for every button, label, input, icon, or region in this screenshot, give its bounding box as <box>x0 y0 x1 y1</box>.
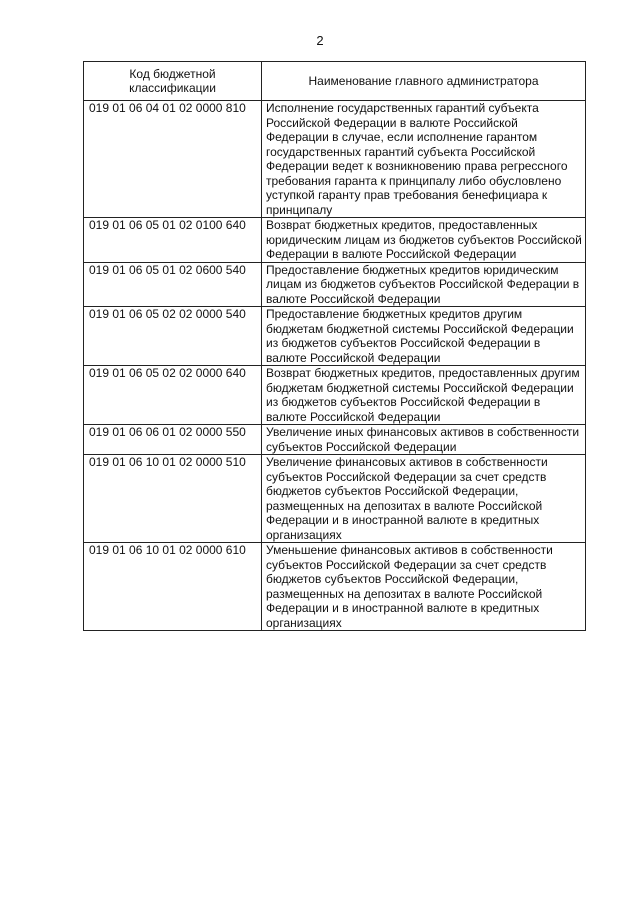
page-number: 2 <box>316 33 324 48</box>
administrator-name-cell: Увеличение иных финансовых активов в собственности субъектов Российской Федерации <box>262 425 586 455</box>
administrator-name-cell: Предоставление бюджетных кредитов другим бюджетам бюджетной системы Российской Федерации из бюджетов субъектов Российской Федерации в валюте Российской Федерации <box>262 307 586 366</box>
budget-code-cell: 019 01 06 05 02 02 0000 540 <box>84 307 262 366</box>
table-body <box>84 101 586 631</box>
column-header-code: Код бюджетной классификации <box>84 62 262 101</box>
table-row <box>84 455 586 543</box>
table-row <box>84 307 586 366</box>
administrator-name-cell: Уменьшение финансовых активов в собственности субъектов Российской Федерации за счет средств бюджетов субъектов Российской Федерации, размещенных на депозитах в валюте Российской Федерации и в иностранной валюте в кредитных организациях <box>262 543 586 631</box>
administrator-name-cell: Исполнение государственных гарантий субъекта Российской Федерации в валюте Российской Федерации в случае, если исполнение гарантом государственных гарантий субъекта Российской Федерации ведет к возникновению права регрессного требования гаранта к принципалу либо обусловлено уступкой гаранту прав требования бенефициара к принципалу <box>262 101 586 218</box>
table-header-row <box>84 62 586 101</box>
table-row <box>84 101 586 218</box>
budget-code-cell: 019 01 06 05 01 02 0100 640 <box>84 218 262 263</box>
table-row <box>84 425 586 455</box>
table-row <box>84 543 586 631</box>
table-header <box>84 62 586 101</box>
budget-code-cell: 019 01 06 04 01 02 0000 810 <box>84 101 262 218</box>
budget-classification-table <box>83 61 586 631</box>
budget-code-cell: 019 01 06 05 02 02 0000 640 <box>84 366 262 425</box>
budget-code-cell: 019 01 06 05 01 02 0600 540 <box>84 262 262 307</box>
administrator-name-cell: Увеличение финансовых активов в собственности субъектов Российской Федерации за счет средств бюджетов субъектов Российской Федерации, размещенных на депозитах в валюте Российской Федерации и в иностранной валюте в кредитных организациях <box>262 455 586 543</box>
table-row <box>84 218 586 263</box>
administrator-name-cell: Возврат бюджетных кредитов, предоставленных юридическим лицам из бюджетов субъектов Российской Федерации в валюте Российской Федерации <box>262 218 586 263</box>
administrator-name-cell: Предоставление бюджетных кредитов юридическим лицам из бюджетов субъектов Российской Федерации в валюте Российской Федерации <box>262 262 586 307</box>
table-row <box>84 262 586 307</box>
budget-code-cell: 019 01 06 06 01 02 0000 550 <box>84 425 262 455</box>
table-row <box>84 366 586 425</box>
budget-code-cell: 019 01 06 10 01 02 0000 610 <box>84 543 262 631</box>
column-header-name: Наименование главного администратора <box>262 62 586 101</box>
budget-code-cell: 019 01 06 10 01 02 0000 510 <box>84 455 262 543</box>
administrator-name-cell: Возврат бюджетных кредитов, предоставленных другим бюджетам бюджетной системы Российской Федерации из бюджетов субъектов Российской Федерации в валюте Российской Федерации <box>262 366 586 425</box>
